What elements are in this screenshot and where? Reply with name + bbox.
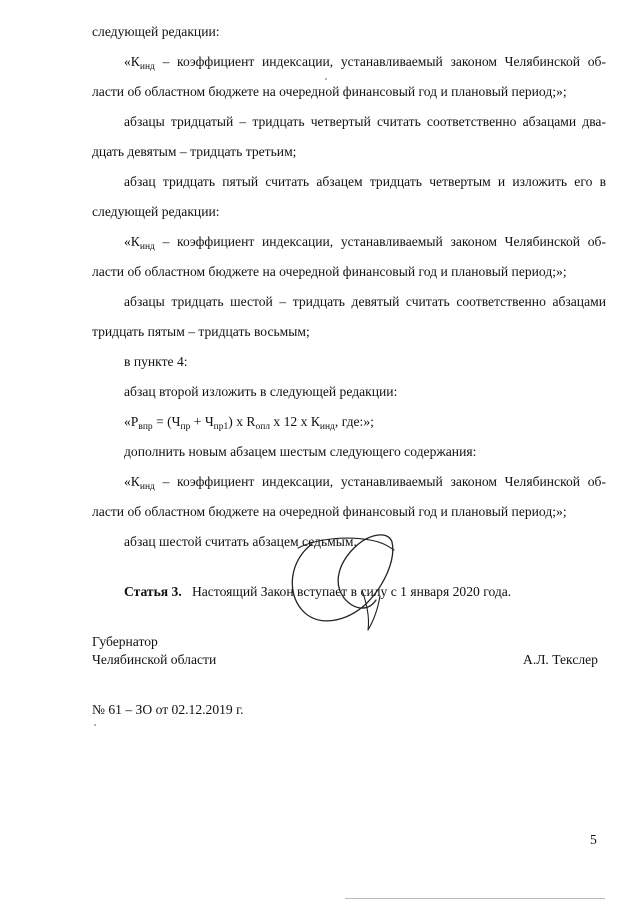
text-line: ласти об областном бюджете на очередной финансовый год и плановый период;»; xyxy=(92,264,567,279)
text-line: абзац тридцать пятый считать абзацем тридцать четвертым и изложить его в xyxy=(124,174,606,189)
governor-title: Губернатор xyxy=(92,634,158,649)
text-line: тридцать пятым – тридцать восьмым; xyxy=(92,324,310,339)
text-line: «$К_{инд}$ – коэффициент индексации, устанавливаемый законом Челябинской об- xyxy=(124,234,606,252)
text-line: в пункте 4: xyxy=(124,354,188,369)
article-text: Настоящий Закон вступает в силу с 1 января 2020 года. xyxy=(191,584,512,599)
scan-edge-line xyxy=(345,898,605,899)
text-line: ласти об областном бюджете на очередной финансовый год и плановый период;»; xyxy=(92,84,567,99)
text-line: абзац второй изложить в следующей редакции: xyxy=(124,384,398,399)
text-line: абзацы тридцатый – тридцать четвертый считать соответственно абзацами два- xyxy=(124,114,606,129)
region-name: Челябинской области xyxy=(92,652,217,667)
text-line: дцать девятым – тридцать третьим; xyxy=(92,144,297,159)
scan-speck xyxy=(94,724,96,726)
formula-line: «$Р_{впр} = (Ч_{пр} + Ч_{пр1})$ х $R_{опл}$ х 12 х $К_{инд}$, где:»; xyxy=(124,414,374,432)
text-line: абзацы тридцать шестой – тридцать девятый считать соответственно абзацами xyxy=(124,294,606,309)
article-label: Статья 3. xyxy=(124,584,182,599)
text-line: ласти об областном бюджете на очередной финансовый год и плановый период;»; xyxy=(92,504,567,519)
signer-name: А.Л. Текслер xyxy=(523,652,598,667)
law-number: № 61 – ЗО от 02.12.2019 г. xyxy=(92,702,244,717)
text-line: дополнить новым абзацем шестым следующего содержания: xyxy=(124,444,477,459)
text-line: «$К_{инд}$ – коэффициент индексации, устанавливаемый законом Челябинской об- xyxy=(124,54,606,72)
text-line: абзац шестой считать абзацем седьмым. xyxy=(124,534,357,549)
text-line: «$К_{инд}$ – коэффициент индексации, устанавливаемый законом Челябинской об- xyxy=(124,474,606,492)
handwritten-signature xyxy=(284,530,406,634)
scan-speck xyxy=(325,78,327,80)
text-line: следующей редакции: xyxy=(92,204,220,219)
text-line: следующей редакции: xyxy=(92,24,220,39)
page-number: 5 xyxy=(590,832,597,847)
